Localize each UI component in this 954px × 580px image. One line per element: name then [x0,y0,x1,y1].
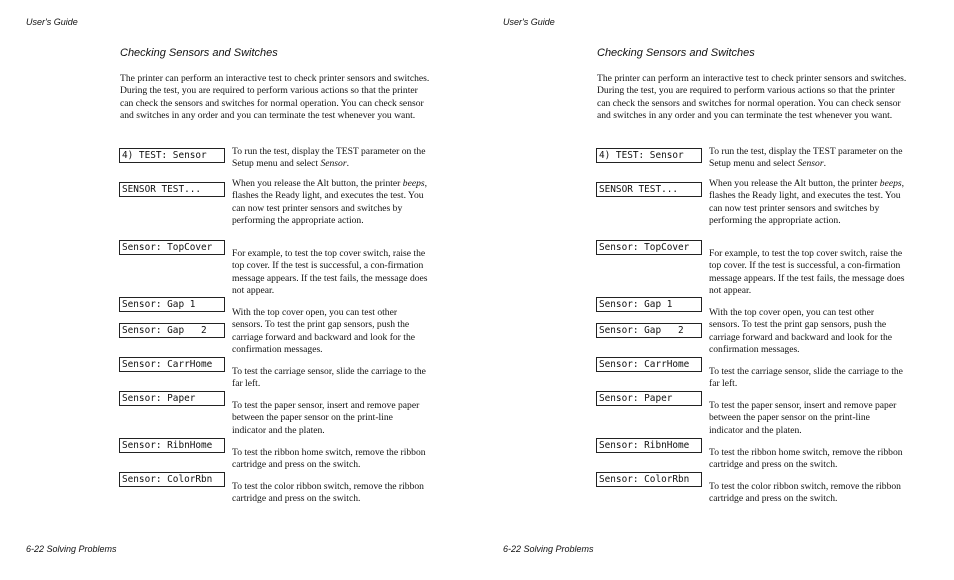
display-gap-1: Sensor: Gap 1 [596,297,702,312]
display-sensor-test: SENSOR TEST... [596,182,702,197]
display-gap-2: Sensor: Gap 2 [119,323,225,338]
step-carriage-sensor: To test the carriage sensor, slide the carriage to the far left. [709,366,903,390]
display-ribnhome: Sensor: RibnHome [596,438,702,453]
step-run-test: To run the test, display the TEST parameter on the Setup menu and select Sensor. [232,146,426,170]
display-topcover: Sensor: TopCover [119,240,225,255]
step-color-ribbon: To test the color ribbon switch, remove the ribbon cartridge and press on the switch. [232,481,424,505]
display-paper: Sensor: Paper [119,391,225,406]
step-top-cover: For example, to test the top cover switch, raise the top cover. If the test is successful, a con-firmation message appears. If the test fails, the message does not appear. [709,248,905,297]
display-test-sensor: 4) TEST: Sensor [119,148,225,163]
step-color-ribbon: To test the color ribbon switch, remove the ribbon cartridge and press on the switch. [709,481,901,505]
intro-paragraph: The printer can perform an interactive test to check printer sensors and switches. During the test, you are required to perform various actions so that the printer can check the sensors and switches for normal operation. You can check sensor and switches in any order and you can terminate the test whenever you want. [597,73,907,122]
display-paper: Sensor: Paper [596,391,702,406]
step-ribbon-home: To test the ribbon home switch, remove the ribbon cartridge and press on the switch. [232,447,426,471]
display-colorrbn: Sensor: ColorRbn [119,472,225,487]
step-top-cover: For example, to test the top cover switch, raise the top cover. If the test is successful, a con-firmation message appears. If the test fails, the message does not appear. [232,248,428,297]
running-header: User's Guide [26,17,78,27]
section-title: Checking Sensors and Switches [597,47,755,59]
display-sensor-test: SENSOR TEST... [119,182,225,197]
display-colorrbn: Sensor: ColorRbn [596,472,702,487]
step-paper-sensor: To test the paper sensor, insert and remove paper between the paper sensor on the print-line indicator and the platen. [232,400,420,436]
section-title: Checking Sensors and Switches [120,47,278,59]
display-gap-1: Sensor: Gap 1 [119,297,225,312]
step-run-test: To run the test, display the TEST parameter on the Setup menu and select Sensor. [709,146,903,170]
display-carrhome: Sensor: CarrHome [596,357,702,372]
step-ribbon-home: To test the ribbon home switch, remove the ribbon cartridge and press on the switch. [709,447,903,471]
step-gap-sensors: With the top cover open, you can test other sensors. To test the print gap sensors, push the carriage forward and backward and look for the confirmation messages. [709,307,892,356]
display-gap-2: Sensor: Gap 2 [596,323,702,338]
page-footer: 6-22 Solving Problems [26,544,117,554]
right-page [477,0,954,580]
step-carriage-sensor: To test the carriage sensor, slide the carriage to the far left. [232,366,426,390]
intro-paragraph: The printer can perform an interactive test to check printer sensors and switches. During the test, you are required to perform various actions so that the printer can check the sensors and switches for normal operation. You can check sensor and switches in any order and you can terminate the test whenever you want. [120,73,430,122]
running-header: User's Guide [503,17,555,27]
step-release-alt: When you release the Alt button, the printer beeps, flashes the Ready light, and executes the test. You can now test printer sensors and switches by performing the appropriate action. [232,178,428,227]
display-ribnhome: Sensor: RibnHome [119,438,225,453]
step-gap-sensors: With the top cover open, you can test other sensors. To test the print gap sensors, push the carriage forward and backward and look for the confirmation messages. [232,307,415,356]
page-footer: 6-22 Solving Problems [503,544,594,554]
display-test-sensor: 4) TEST: Sensor [596,148,702,163]
display-topcover: Sensor: TopCover [596,240,702,255]
step-release-alt: When you release the Alt button, the printer beeps, flashes the Ready light, and executes the test. You can now test printer sensors and switches by performing the appropriate action. [709,178,905,227]
display-carrhome: Sensor: CarrHome [119,357,225,372]
step-paper-sensor: To test the paper sensor, insert and remove paper between the paper sensor on the print-line indicator and the platen. [709,400,897,436]
